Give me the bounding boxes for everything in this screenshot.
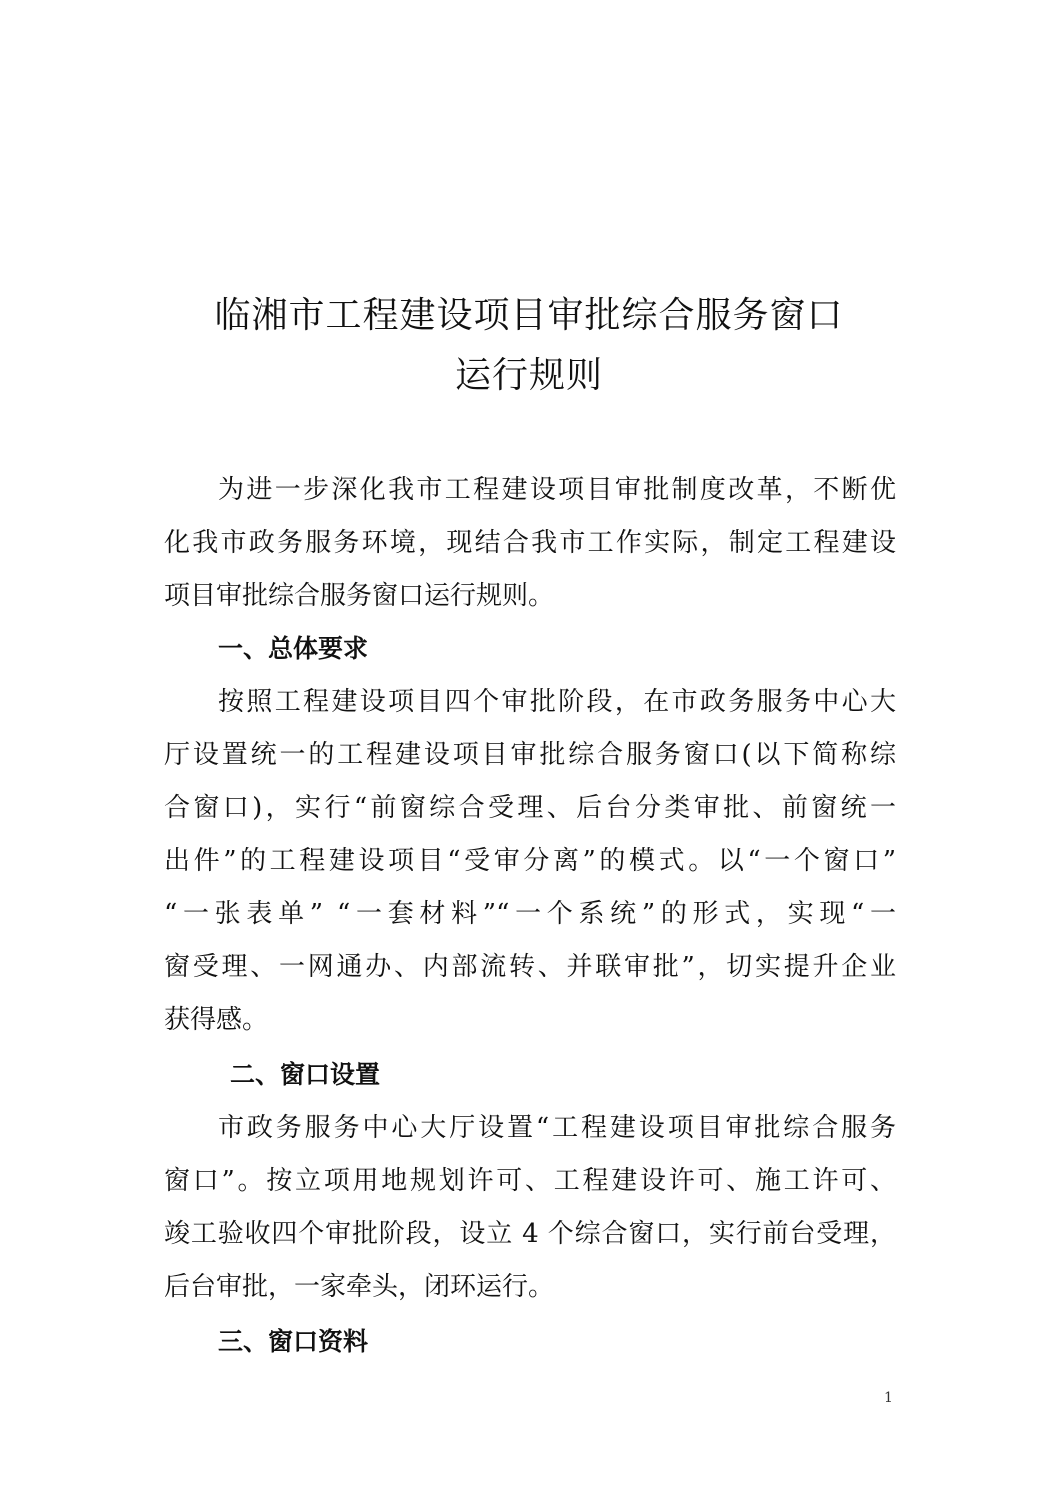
- intro-line-2: 化我市政务服务环境，现结合我市工作实际，制定工程建设: [164, 528, 896, 558]
- section-2-line-1: 市政务服务中心大厅设置“工程建设项目审批综合服务: [218, 1113, 896, 1143]
- section-2-line-3: 竣工验收四个审批阶段，设立 4 个综合窗口，实行前台受理，: [164, 1219, 896, 1249]
- document-title-line-2: 运行规则: [454, 355, 603, 396]
- section-1-line-7: 获得感。: [164, 1005, 269, 1035]
- section-heading-window-setup: 二、窗口设置: [230, 1060, 381, 1089]
- section-heading-general-requirements: 一、总体要求: [218, 634, 369, 663]
- section-1-line-4: 出件”的工程建设项目“受审分离”的模式。以“一个窗口”: [164, 846, 896, 876]
- section-heading-window-materials: 三、窗口资料: [218, 1327, 369, 1356]
- intro-line-3: 项目审批综合服务窗口运行规则。: [164, 581, 555, 611]
- intro-line-1: 为进一步深化我市工程建设项目审批制度改革，不断优: [218, 475, 896, 505]
- page-number: 1: [884, 1390, 893, 1406]
- section-2-line-4: 后台审批，一家牵头，闭环运行。: [164, 1272, 555, 1302]
- section-1-line-6: 窗受理、一网通办、内部流转、并联审批”，切实提升企业: [164, 952, 896, 982]
- section-1-line-2: 厅设置统一的工程建设项目审批综合服务窗口(以下简称综: [164, 740, 896, 770]
- section-1-line-5: “一张表单” “一套材料”“一个系统”的形式，实现“一: [164, 899, 896, 929]
- section-2-line-2: 窗口”。按立项用地规划许可、工程建设许可、施工许可、: [164, 1166, 896, 1196]
- section-1-line-1: 按照工程建设项目四个审批阶段，在市政务服务中心大: [218, 687, 896, 717]
- section-1-line-3: 合窗口)，实行“前窗综合受理、后台分类审批、前窗统一: [164, 793, 896, 823]
- document-title-line-1: 临湘市工程建设项目审批综合服务窗口: [214, 295, 844, 336]
